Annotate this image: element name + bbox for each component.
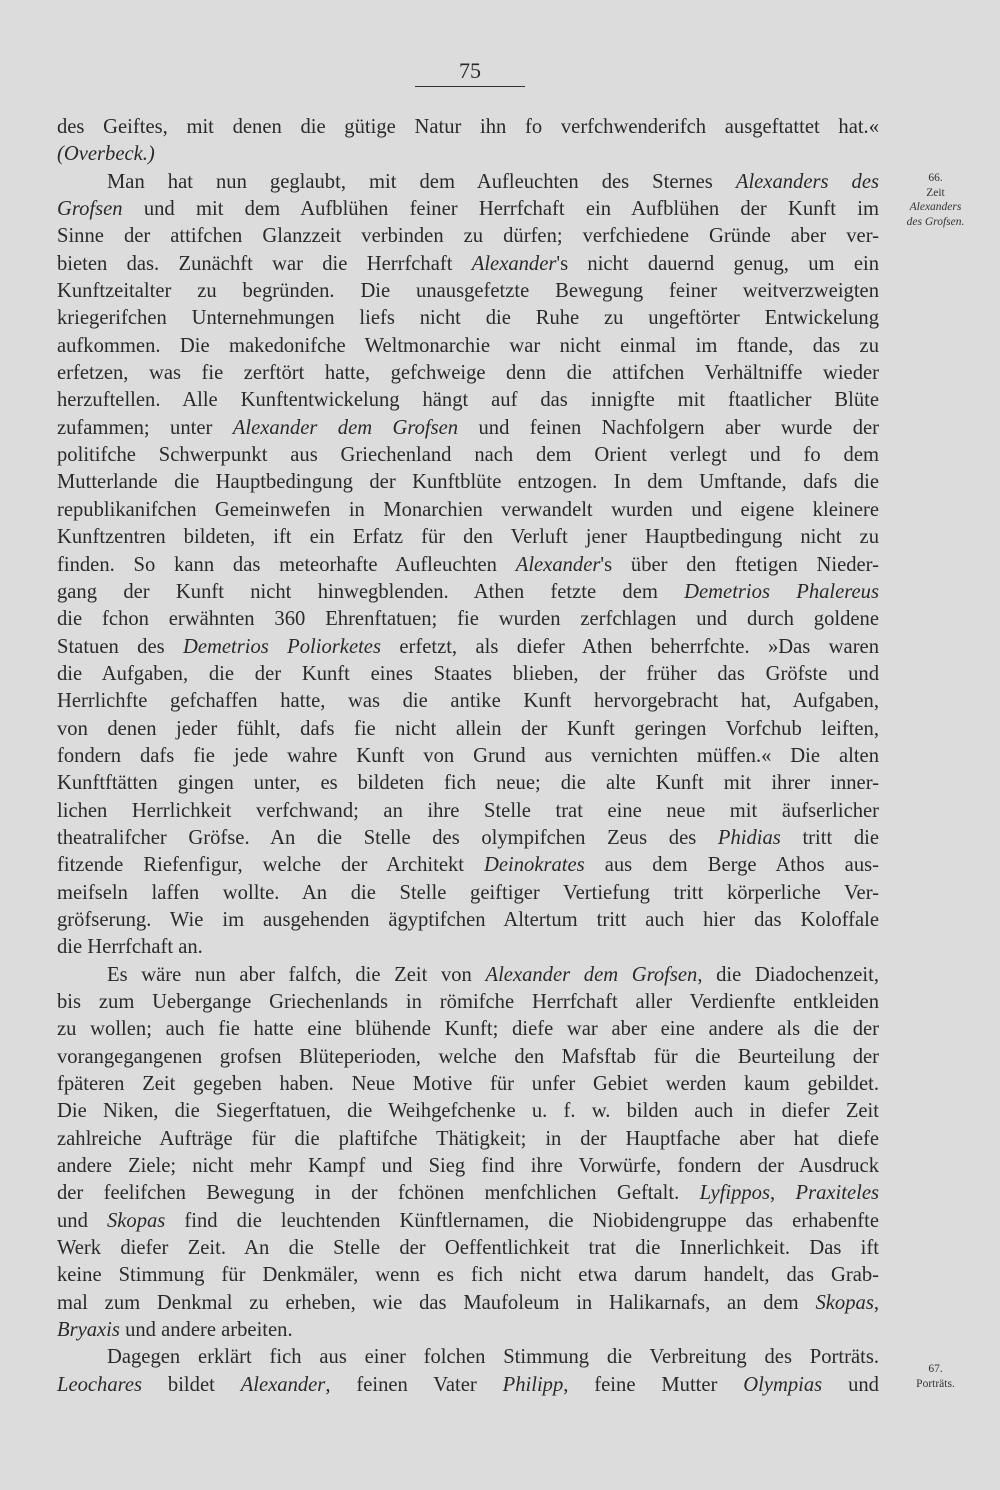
text-line (57, 1317, 879, 1344)
text-run: Mutterlande die Hauptbedingung der Kunftblüte entzogen. In dem Umftande, dafs die (57, 471, 879, 494)
margin-note-text: Zeit (926, 186, 945, 199)
text-line (57, 798, 879, 825)
italic-name: Bryaxis (57, 1319, 120, 1342)
text-run: bieten das. Zunächft war die Herrfchaft (57, 252, 472, 275)
text-line (57, 278, 879, 305)
text-run: , feine Mutter (563, 1373, 744, 1396)
text-run: bis zum Uebergange Griechenlands in römifche Herrfchaft aller Verdienfte entkleiden (57, 991, 879, 1013)
text-run: des Geiftes, mit denen die gütige Natur ihn fo verfchwenderifch ausgeftattet hat.« (57, 116, 879, 138)
text-line (57, 907, 879, 934)
text-run: Statuen des (57, 635, 183, 658)
text-line (57, 1208, 879, 1235)
italic-name: Alexander (515, 553, 601, 576)
text-line (57, 1290, 879, 1317)
text-run: zahlreiche Aufträge für die plaftifche Thätigkeit; in der Hauptfache aber hat diefe (57, 1127, 879, 1150)
text-line (57, 989, 879, 1016)
text-line (57, 169, 879, 196)
text-line (57, 469, 879, 496)
text-run: und (822, 1373, 879, 1396)
body-text (57, 114, 879, 1399)
text-line (57, 415, 879, 442)
text-line (57, 606, 879, 633)
text-run: republikanifchen Gemeinwefen in Monarchien verwandelt wurden und eigene kleinere (57, 498, 879, 521)
text-line (57, 880, 879, 907)
text-run: fitzende Riefenfigur, welche der Architekt (57, 854, 485, 877)
text-run: Herrlichfte gefchaffen hatte, was die antike Kunft hervorgebracht hat, Aufgaben, (57, 690, 879, 713)
italic-name: Phidias (717, 826, 781, 849)
text-run: 's nicht dauernd genug, um ein (556, 252, 880, 275)
text-line (57, 688, 879, 715)
italic-name: Leochares (57, 1373, 143, 1396)
text-run: erfetzt, als diefer Athen beherrfchte. »Das waren (380, 635, 879, 658)
text-run: Kunftftätten gingen unter, es bildeten fich neue; die alte Kunft mit ihrer inner- (57, 772, 879, 795)
text-run: die fchon erwähnten 360 Ehrenftatuen; fie wurden zerfchlagen und durch goldene (57, 608, 879, 631)
text-run: Man hat nun geglaubt, mit dem Aufleuchten des Sternes (107, 170, 736, 193)
text-run: von denen jeder fühlt, dafs fie nicht allein der Kunft geringen Vorfchub leiften, (57, 717, 879, 740)
text-run: , die Diadochenzeit, (697, 963, 880, 986)
text-run: zufammen; unter (57, 416, 233, 439)
text-run: andere Ziele; nicht mehr Kampf und Sieg find ihre Vorwürfe, fondern der Ausdruck (57, 1155, 879, 1178)
text-line (57, 579, 879, 606)
italic-name: Grofsen (57, 198, 123, 221)
text-line (57, 442, 879, 469)
margin-note-67 (893, 1362, 978, 1391)
text-line (57, 1372, 879, 1399)
italic-name: Overbeck. (63, 143, 148, 166)
text-line (57, 962, 879, 989)
text-line (57, 770, 879, 797)
italic-name: Lyfippos (699, 1182, 770, 1205)
page-number: 75 (415, 58, 525, 87)
text-run: Dagegen erklärt fich aus einer folchen Stimmung die Verbreitung des Porträts. (107, 1346, 879, 1369)
text-line (57, 497, 879, 524)
text-run: und mit dem Aufblühen feiner Herrfchaft ein Aufblühen der Kunft im (122, 198, 879, 221)
text-line (57, 743, 879, 770)
text-run: Werk diefer Zeit. An die Stelle der Oeffentlichkeit trat die Innerlichkeit. Das ift (57, 1237, 879, 1260)
text-line (57, 1016, 879, 1043)
text-run: der feelifchen Bewegung in der fchönen menfchlichen Geftalt. (57, 1182, 700, 1205)
text-run: mal zum Denkmal zu erheben, wie das Maufoleum in Halikarnafs, an dem (57, 1291, 816, 1314)
text-run: herzuftellen. Alle Kunftentwickelung hängt auf das innigfte mit ftaatlicher Blüte (57, 389, 879, 412)
text-line (57, 934, 879, 961)
text-line (57, 1126, 879, 1153)
text-run: gang der Kunft nicht hinwegblenden. Athen fetzte dem (57, 580, 685, 603)
text-run: Es wäre nun aber falfch, die Zeit von (107, 963, 486, 986)
italic-name: Alexander dem Grofsen (485, 963, 698, 986)
text-line (57, 1180, 879, 1207)
text-run: theatralifcher Gröfse. An die Stelle des olympifchen Zeus des (57, 826, 718, 849)
text-line (57, 387, 879, 414)
italic-name: Demetrios Poliorketes (183, 635, 381, 658)
italic-name: Skopas (106, 1209, 166, 1232)
text-run: kriegerifchen Unternehmungen liefs nicht die Ruhe zu ungeftörter Entwickelung (57, 307, 879, 330)
italic-name: Demetrios Phalereus (684, 580, 879, 603)
italic-name: Praxiteles (795, 1182, 879, 1205)
text-line (57, 825, 879, 852)
text-run: erfetzen, was fie zerftört hatte, gefchweige denn die attifchen Verhältniffe wieder (57, 362, 879, 385)
italic-name: Skopas (815, 1291, 874, 1314)
text-line (57, 360, 879, 387)
text-line (57, 1344, 879, 1371)
text-run: Sinne der attifchen Glanzzeit verbinden zu dürfen; verfchiedene Gründe aber ver- (57, 225, 879, 248)
text-run: gröfserung. Wie im ausgehenden ägyptifchen Altertum tritt auch hier das Koloffale (57, 908, 879, 931)
text-line (57, 661, 879, 688)
text-run: politifche Schwerpunkt aus Griechenland nach dem Orient verlegt und fo dem (57, 444, 879, 467)
text-run: , (769, 1182, 796, 1205)
text-run: und feinen Nachfolgern aber wurde der (458, 416, 879, 439)
text-run: , (873, 1291, 879, 1314)
text-run: lichen Herrlichkeit verfchwand; an ihre Stelle trat eine neue mit äufserlicher (57, 799, 879, 822)
italic-name: ) (147, 143, 155, 166)
text-run: 's über den ftetigen Nieder- (600, 553, 879, 576)
text-run: finden. So kann das meteorhafte Aufleuchten (57, 553, 516, 576)
margin-note-text: des Grofsen. (906, 215, 965, 228)
text-run: Kunftzeitalter zu begründen. Die unausgefetzte Bewegung feiner weitverzweigten (57, 280, 879, 303)
italic-name: Alexander (240, 1373, 326, 1396)
italic-name: Olympias (743, 1373, 823, 1396)
text-run: Kunftzentren bildeten, ift ein Erfatz für den Verluft jener Hauptbedingung nicht zu (57, 526, 879, 549)
text-line (57, 524, 879, 551)
text-run: , feinen Vater (325, 1373, 503, 1396)
text-line (57, 1044, 879, 1071)
text-line (57, 223, 879, 250)
text-run: vorangegangenen grofsen Blüteperioden, welche den Mafsftab für die Beurteilung der (57, 1045, 879, 1068)
text-run: Die Niken, die Siegerftatuen, die Weihgefchenke u. f. w. bilden auch in diefer Zeit (57, 1100, 879, 1123)
italic-name: ( (57, 143, 64, 166)
text-run: fondern dafs fie jede wahre Kunft von Grund aus vernichten müffen.« Die alten (57, 744, 879, 767)
text-run: zu wollen; auch fie hatte eine blühende Kunft; diefe war aber eine andere als die der (57, 1018, 879, 1041)
margin-note-text: Alexanders (909, 201, 962, 213)
text-line (57, 1153, 879, 1180)
text-line (57, 1098, 879, 1125)
italic-name: Deinokrates (484, 854, 585, 877)
margin-note-text: Porträts. (916, 1377, 955, 1390)
text-line (57, 1262, 879, 1289)
text-line (57, 251, 879, 278)
italic-name: Alexanders des (735, 170, 879, 193)
text-run: find die leuchtenden Künftlernamen, die Niobidengruppe das erhabenfte (165, 1209, 879, 1232)
text-line (57, 1235, 879, 1262)
margin-note-number: 67. (928, 1363, 943, 1375)
text-line (57, 634, 879, 661)
text-line (57, 196, 879, 223)
text-run: meifseln laffen wollte. An die Stelle geiftiger Vertiefung tritt körperliche Ver- (57, 881, 879, 904)
text-line (57, 141, 879, 168)
text-run: die Herrfchaft an. (57, 936, 203, 959)
text-line (57, 852, 879, 879)
text-run: und (57, 1209, 107, 1232)
text-run: bildet (142, 1373, 241, 1396)
text-run: aufkommen. Die makedonifche Weltmonarchie war nicht einmal im ftande, das zu (57, 334, 879, 357)
italic-name: Philipp (502, 1373, 564, 1396)
margin-note-66 (893, 171, 978, 229)
text-run: aus dem Berge Athos aus- (584, 854, 879, 877)
text-line (57, 716, 879, 743)
text-line (57, 1071, 879, 1098)
text-run: die Aufgaben, die der Kunft eines Staates blieben, der früher das Gröfste und (57, 662, 879, 685)
text-line (57, 552, 879, 579)
text-run: keine Stimmung für Denkmäler, wenn es fich nicht etwa darum handelt, das Grab- (57, 1264, 879, 1287)
text-run: und andere arbeiten. (119, 1319, 293, 1342)
italic-name: Alexander (471, 252, 557, 275)
margin-note-number: 66. (928, 172, 943, 184)
text-run: fpäteren Zeit gegeben haben. Neue Motive für unfer Gebiet werden kaum gebildet. (57, 1073, 879, 1096)
text-run: tritt die (780, 826, 880, 849)
text-line (57, 114, 879, 141)
text-line (57, 305, 879, 332)
text-line (57, 333, 879, 360)
italic-name: Alexander dem Grofsen (232, 416, 459, 439)
